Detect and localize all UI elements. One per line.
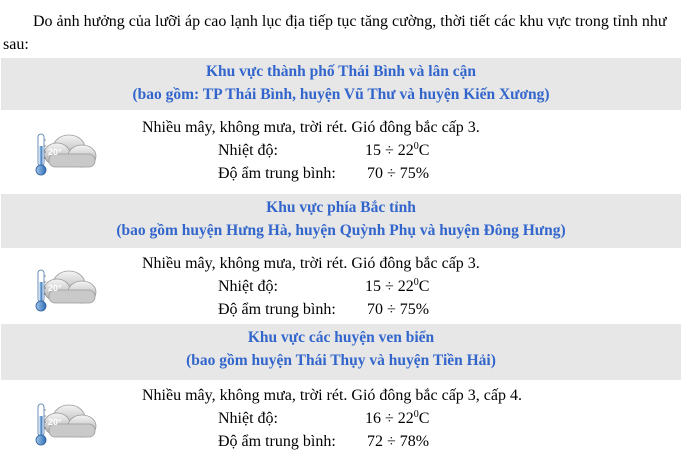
region-title: Khu vực các huyện ven biển xyxy=(247,329,435,346)
weather-description: Nhiều mây, không mưa, trời rét. Gió đông bắc cấp 3, cấp 4. xyxy=(142,387,522,404)
humidity-label: Độ ẩm trung bình: xyxy=(218,433,336,450)
icon-temperature-label: 20° xyxy=(48,147,62,157)
humidity-value: 72 ÷ 78% xyxy=(367,433,430,450)
temperature-label: Nhiệt độ: xyxy=(218,142,278,159)
region-header-city xyxy=(1,58,681,110)
weather-description: Nhiều mây, không mưa, trời rét. Gió đông bắc cấp 3. xyxy=(142,255,480,272)
icon-temperature-label: 20° xyxy=(48,283,62,293)
cloudy-cold-weather-icon xyxy=(33,262,101,314)
cloudy-cold-weather-icon xyxy=(33,126,101,178)
region-subtitle: (bao gồm: TP Thái Bình, huyện Vũ Thư và huyện Kiến Xương) xyxy=(132,86,550,103)
temperature-label: Nhiệt độ: xyxy=(218,278,278,295)
region-header-coastal xyxy=(1,324,681,380)
region-title: Khu vực thành phố Thái Bình và lân cận xyxy=(205,63,477,80)
humidity-value: 70 ÷ 75% xyxy=(367,165,430,182)
weather-description: Nhiều mây, không mưa, trời rét. Gió đông bắc cấp 3. xyxy=(142,119,480,136)
temperature-label: Nhiệt độ: xyxy=(218,410,278,427)
region-header-north xyxy=(1,194,681,248)
region-subtitle: (bao gồm huyện Hưng Hà, huyện Quỳnh Phụ và huyện Đông Hưng) xyxy=(116,222,566,239)
temperature-value: $15 \div 22^0C$ xyxy=(365,277,430,295)
temperature-value: $16 \div 22^0C$ xyxy=(365,409,430,427)
cloudy-cold-weather-icon xyxy=(33,396,101,448)
intro-paragraph: Do ảnh hưởng của lưỡi áp cao lạnh lục địa tiếp tục tăng cường, thời tiết các khu vực trong tỉnh như sau: xyxy=(3,13,667,53)
region-subtitle: (bao gồm huyện Thái Thụy và huyện Tiền Hải) xyxy=(186,352,496,369)
humidity-label: Độ ẩm trung bình: xyxy=(218,165,336,182)
region-title: Khu vực phía Bắc tỉnh xyxy=(266,199,416,216)
icon-temperature-label: 20° xyxy=(48,417,62,427)
humidity-label: Độ ẩm trung bình: xyxy=(218,301,336,318)
humidity-value: 70 ÷ 75% xyxy=(367,301,430,318)
temperature-value: $15 \div 22^0C$ xyxy=(365,141,430,159)
